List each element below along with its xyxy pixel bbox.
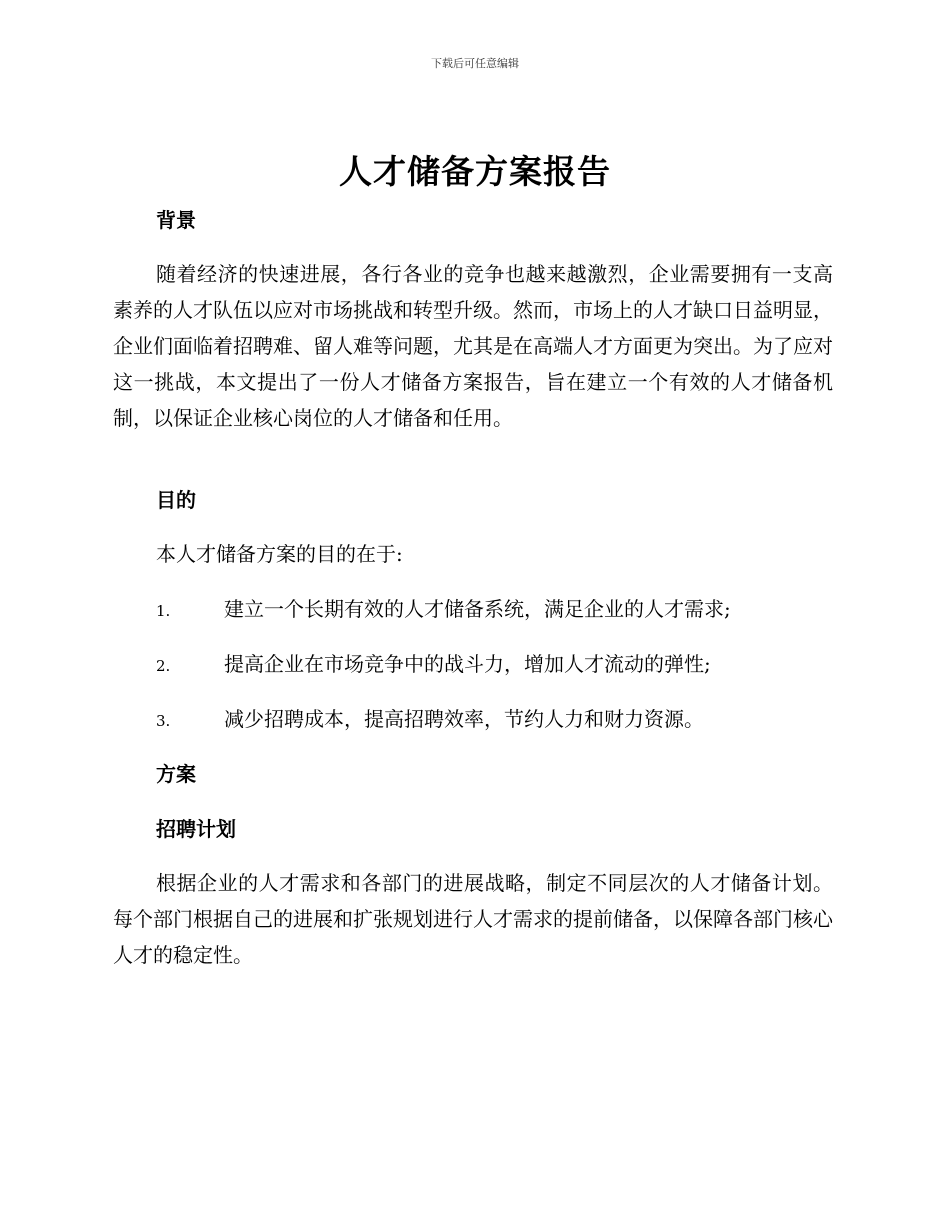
list-item xyxy=(156,650,856,678)
heading-plan: 方案 xyxy=(156,762,196,786)
list-text: 提高企业在市场竞争中的战斗力，增加人才流动的弹性; xyxy=(224,652,711,676)
paragraph-recruitment-plan: 根据企业的人才需求和各部门的进展战略，制定不同层次的人才储备计划。每个部门根据自己的进展和扩张规划进行人才需求的提前储备，以保障各部门核心人才的稳定性。 xyxy=(113,871,833,967)
list-number: 2. xyxy=(156,657,171,675)
list-text: 减少招聘成本，提高招聘效率，节约人力和财力资源。 xyxy=(224,707,704,731)
list-text: 建立一个长期有效的人才储备系统，满足企业的人才需求; xyxy=(224,597,731,621)
header-note: 下载后可任意编辑 xyxy=(431,57,519,70)
list-number: 1. xyxy=(156,602,171,620)
list-number: 3. xyxy=(156,712,171,730)
document-title: 人才储备方案报告 xyxy=(339,152,611,191)
heading-background: 背景 xyxy=(156,208,196,232)
paragraph-background: 随着经济的快速进展，各行各业的竞争也越来越激烈，企业需要拥有一支高素养的人才队伍以应对市场挑战和转型升级。然而，市场上的人才缺口日益明显，企业们面临着招聘难、留人难等问题，尤其是在高端人才方面更为突出。为了应对这一挑战，本文提出了一份人才储备方案报告，旨在建立一个有效的人才储备机制，以保证企业核心岗位的人才储备和任用。 xyxy=(113,262,833,430)
list-item xyxy=(156,595,856,623)
heading-purpose: 目的 xyxy=(156,488,196,512)
list-item xyxy=(156,705,856,733)
purpose-intro: 本人才储备方案的目的在于: xyxy=(156,542,403,566)
subheading-recruitment-plan: 招聘计划 xyxy=(156,817,236,841)
